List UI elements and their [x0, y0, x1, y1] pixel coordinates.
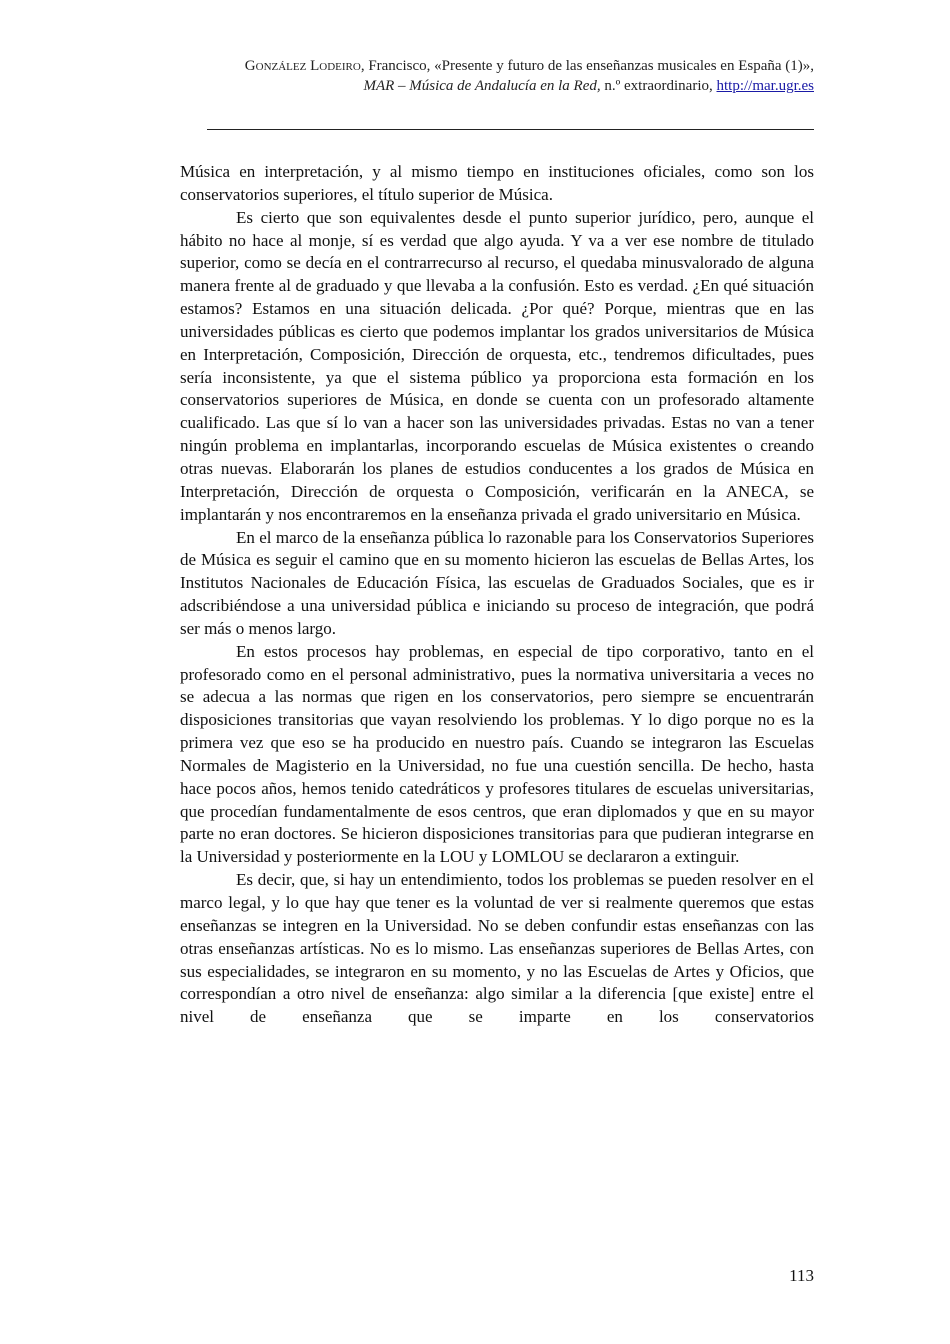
paragraph: Música en interpretación, y al mismo tiempo en instituciones oficiales, como son los conservatorios superiores, el título superior de Música. — [180, 162, 814, 204]
running-header — [180, 56, 814, 96]
paragraph: Es decir, que, si hay un entendimiento, todos los problemas se pueden resolver en el marco legal, y lo que hay que tener es la voluntad de ver si realmente queremos que estas enseñanzas se integren en la Universidad. No se deben confundir estas enseñanzas con las otras enseñanzas artísticas. No es lo mismo. Las enseñanzas superiores de Bellas Artes, con sus especialidades, se integraron en su momento, y no las Escuelas de Artes y Oficios, que correspondían a otro nivel de enseñanza: algo similar a la diferencia [que existe] entre el nivel de enseñanza que se imparte en los conservatorios — [180, 870, 814, 1027]
citation-title: , Francisco, «Presente y futuro de las enseñanzas musicales en España (1)», — [360, 58, 814, 74]
paragraph: Es cierto que son equivalentes desde el punto superior jurídico, pero, aunque el hábito no hace al monje, sí es verdad que algo ayuda. Y va a ver ese nombre de titulado superior, como se decía en el contrarrecurso al recurso, el quedaba minusvalorado de alguna manera frente al de graduado y que llevaba a la confusión. Esto es verdad. ¿En qué situación estamos? Estamos en una situación delicada. ¿Por qué? Porque, mientras que en las universidades públicas es cierto que podemos implantar los grados universitarios de Música en Interpretación, Composición, Dirección de orquesta, etc., tendremos dificultades, pues sería inconsistente, ya que el sistema público ya proporciona esta formación en los conservatorios superiores de Música, en donde se cuenta con un profesorado altamente cualificado. Las que sí lo van a hacer son las universidades privadas. Estas no van a tener ningún problema en implantarlas, incorporando escuelas de Música existentes o creando otras nuevas. Elaborarán los planes de estudios conducentes a los grados de Música en Interpretación, Dirección de orquesta o Composición, verificarán en la ANECA, se implantarán y nos encontraremos en la enseñanza privada el grado universitario en Música. — [180, 207, 814, 524]
author-surname: González Lodeiro — [244, 58, 361, 74]
paragraph: En estos procesos hay problemas, en especial de tipo corporativo, tanto en el profesorado como en el personal administrativo, pues la normativa universitaria a veces no se adecua a las normas que rigen en los conservatorios, pero siempre se encuentrarán disposiciones transitorias que vayan resolviendo los problemas. Y lo digo porque no es la primera vez que eso se ha producido en nuestro país. Cuando se integraron las Escuelas Normales de Magisterio en la Universidad, no fue una cuestión sencilla. De hecho, hasta hace pocos años, hemos tenido catedráticos y profesores titulares de escuelas universitarias, que procedían fundamentalmente de esos centros, que eran diplomados y que en su mayor parte no eran doctores. Se hicieron disposiciones transitorias para que pudieran integrarse en la Universidad y posteriormente en la LOU y LOMLOU se declararon a extinguir. — [180, 641, 814, 867]
journal-link[interactable]: http://mar.ugr.es — [716, 78, 814, 94]
paragraph: En el marco de la enseñanza pública lo razonable para los Conservatorios Superiores de Música es seguir el camino que en su momento hicieron las escuelas de Bellas Artes, los Institutos Nacionales de Educación Física, las escuelas de Graduados Sociales, que es ir adscribiéndose a una universidad pública e iniciando su proceso de integración, que podrá ser más o menos largo. — [180, 527, 814, 638]
issue-label: n.º extraordinario, — [600, 78, 717, 94]
article-body — [180, 161, 814, 1029]
citation-line-2 — [180, 76, 814, 96]
page-number: 113 — [789, 1266, 814, 1285]
header-divider — [207, 129, 814, 130]
journal-name: MAR – Música de Andalucía en la Red, — [363, 78, 601, 94]
citation-line-1 — [180, 56, 814, 76]
